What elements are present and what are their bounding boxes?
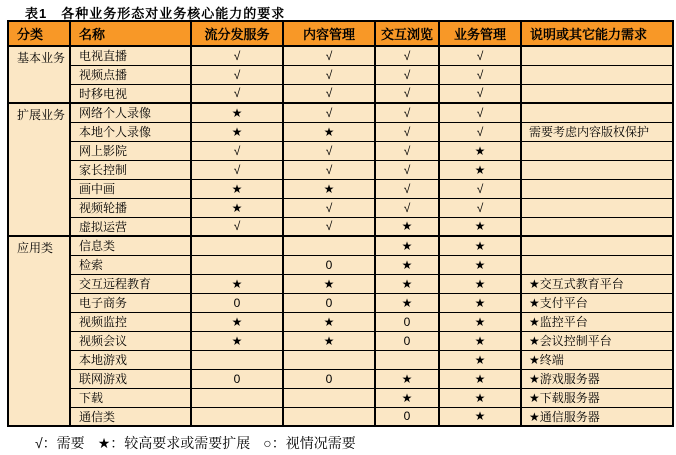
capability-mark-cell: √	[375, 122, 439, 141]
capability-mark-cell: 0	[375, 407, 439, 426]
service-name-cell: 信息类	[70, 236, 191, 255]
capability-mark-cell: √	[191, 217, 283, 236]
note-cell: ★通信服务器	[521, 407, 673, 426]
note-cell: 需要考虑内容版权保护	[521, 122, 673, 141]
column-header: 流分发服务	[191, 21, 283, 46]
note-cell	[521, 141, 673, 160]
capability-mark-cell: ★	[191, 331, 283, 350]
capability-mark-cell	[191, 350, 283, 369]
service-name-cell: 联网游戏	[70, 369, 191, 388]
legend-item: ★：较高要求或需要扩展	[97, 435, 251, 451]
capability-mark-cell: ★	[439, 312, 521, 331]
table-row	[8, 331, 673, 350]
capability-mark-cell: ★	[283, 312, 375, 331]
note-cell	[521, 65, 673, 84]
capability-mark-cell: √	[375, 160, 439, 179]
capability-mark-cell: ★	[439, 217, 521, 236]
capability-mark-cell: √	[375, 46, 439, 65]
capability-mark-cell	[375, 350, 439, 369]
note-cell	[521, 217, 673, 236]
table-caption: 表1 各种业务形态对业务核心能力的要求	[25, 6, 286, 21]
capability-mark-cell: ★	[191, 179, 283, 198]
table-body	[8, 46, 673, 426]
capability-mark-cell: √	[439, 103, 521, 122]
category-cell: 基本业务	[8, 46, 70, 103]
capability-mark-cell: √	[375, 198, 439, 217]
service-name-cell: 虚拟运营	[70, 217, 191, 236]
service-name-cell: 视频会议	[70, 331, 191, 350]
note-cell: ★监控平台	[521, 312, 673, 331]
note-cell: ★游戏服务器	[521, 369, 673, 388]
legend-item: √：需要	[35, 435, 85, 451]
capability-mark-cell: ★	[283, 331, 375, 350]
note-cell	[521, 46, 673, 65]
service-name-cell: 家长控制	[70, 160, 191, 179]
capability-mark-cell	[191, 236, 283, 255]
service-name-cell: 交互远程教育	[70, 274, 191, 293]
category-cell: 应用类	[8, 236, 70, 426]
capability-mark-cell: ★	[439, 255, 521, 274]
table-row	[8, 369, 673, 388]
service-name-cell: 网上影院	[70, 141, 191, 160]
capability-mark-cell: √	[283, 84, 375, 103]
table-row	[8, 122, 673, 141]
capability-mark-cell: ★	[439, 141, 521, 160]
service-name-cell: 电视直播	[70, 46, 191, 65]
note-cell: ★交互式教育平台	[521, 274, 673, 293]
capability-mark-cell: ★	[191, 312, 283, 331]
capability-mark-cell: ★	[283, 179, 375, 198]
table-row	[8, 141, 673, 160]
note-cell: ★下载服务器	[521, 388, 673, 407]
header-row	[8, 21, 673, 46]
capability-mark-cell	[283, 236, 375, 255]
capability-mark-cell: 0	[283, 369, 375, 388]
capability-mark-cell: 0	[375, 312, 439, 331]
capability-mark-cell: √	[191, 65, 283, 84]
capability-mark-cell: ★	[439, 274, 521, 293]
table-row	[8, 350, 673, 369]
service-name-cell: 视频点播	[70, 65, 191, 84]
capability-mark-cell: √	[283, 160, 375, 179]
legend	[35, 433, 676, 453]
capability-mark-cell: ★	[375, 217, 439, 236]
capability-mark-cell: √	[439, 198, 521, 217]
service-name-cell: 下载	[70, 388, 191, 407]
capability-mark-cell: √	[439, 46, 521, 65]
capability-mark-cell: ★	[191, 274, 283, 293]
capability-mark-cell: √	[191, 84, 283, 103]
capability-mark-cell: 0	[191, 369, 283, 388]
capability-mark-cell: √	[283, 46, 375, 65]
service-name-cell: 画中画	[70, 179, 191, 198]
capability-mark-cell: ★	[439, 369, 521, 388]
table-row	[8, 65, 673, 84]
capability-mark-cell: √	[439, 179, 521, 198]
table-row	[8, 198, 673, 217]
note-cell	[521, 179, 673, 198]
table-row	[8, 312, 673, 331]
capability-table	[7, 20, 674, 427]
capability-mark-cell	[191, 388, 283, 407]
capability-mark-cell	[283, 350, 375, 369]
column-header: 分类	[8, 21, 70, 46]
service-name-cell: 本地游戏	[70, 350, 191, 369]
table-row	[8, 179, 673, 198]
service-name-cell: 视频轮播	[70, 198, 191, 217]
service-name-cell: 本地个人录像	[70, 122, 191, 141]
capability-mark-cell: √	[375, 141, 439, 160]
capability-mark-cell: ★	[439, 236, 521, 255]
service-name-cell: 时移电视	[70, 84, 191, 103]
capability-mark-cell: √	[283, 103, 375, 122]
capability-mark-cell: 0	[375, 331, 439, 350]
service-name-cell: 电子商务	[70, 293, 191, 312]
note-cell	[521, 236, 673, 255]
table-row	[8, 388, 673, 407]
capability-mark-cell: √	[375, 103, 439, 122]
note-cell: ★终端	[521, 350, 673, 369]
table-row	[8, 274, 673, 293]
capability-mark-cell: √	[375, 84, 439, 103]
capability-mark-cell: √	[283, 198, 375, 217]
capability-mark-cell: ★	[375, 255, 439, 274]
capability-mark-cell: ★	[439, 331, 521, 350]
note-cell	[521, 160, 673, 179]
table-header	[8, 21, 673, 46]
note-cell	[521, 84, 673, 103]
capability-mark-cell: √	[191, 46, 283, 65]
note-cell	[521, 198, 673, 217]
capability-mark-cell: ★	[375, 388, 439, 407]
service-name-cell: 通信类	[70, 407, 191, 426]
capability-mark-cell: √	[375, 179, 439, 198]
table-row	[8, 46, 673, 65]
capability-mark-cell	[191, 407, 283, 426]
column-header: 交互浏览	[375, 21, 439, 46]
capability-mark-cell	[191, 255, 283, 274]
column-header: 业务管理	[439, 21, 521, 46]
legend-item: ○：视情况需要	[263, 435, 356, 451]
table-row	[8, 217, 673, 236]
capability-mark-cell: √	[439, 65, 521, 84]
capability-mark-cell: ★	[191, 198, 283, 217]
column-header: 内容管理	[283, 21, 375, 46]
capability-mark-cell: ★	[191, 122, 283, 141]
table-row	[8, 255, 673, 274]
capability-mark-cell: ★	[375, 293, 439, 312]
category-cell: 扩展业务	[8, 103, 70, 236]
service-name-cell: 网络个人录像	[70, 103, 191, 122]
table-row	[8, 160, 673, 179]
column-header: 说明或其它能力需求	[521, 21, 673, 46]
capability-mark-cell: 0	[283, 255, 375, 274]
table-row	[8, 103, 673, 122]
capability-mark-cell: ★	[439, 388, 521, 407]
capability-mark-cell: ★	[191, 103, 283, 122]
capability-mark-cell: √	[439, 84, 521, 103]
capability-mark-cell: √	[191, 160, 283, 179]
table-row	[8, 84, 673, 103]
note-cell	[521, 255, 673, 274]
capability-mark-cell	[283, 388, 375, 407]
capability-mark-cell: √	[375, 65, 439, 84]
capability-mark-cell: ★	[439, 160, 521, 179]
capability-mark-cell: ★	[439, 350, 521, 369]
capability-mark-cell: √	[283, 217, 375, 236]
table-row	[8, 293, 673, 312]
capability-mark-cell: √	[283, 65, 375, 84]
capability-mark-cell: 0	[283, 293, 375, 312]
capability-mark-cell	[283, 407, 375, 426]
capability-mark-cell: 0	[191, 293, 283, 312]
capability-mark-cell: √	[439, 122, 521, 141]
service-name-cell: 视频监控	[70, 312, 191, 331]
note-cell: ★支付平台	[521, 293, 673, 312]
note-cell: ★会议控制平台	[521, 331, 673, 350]
capability-mark-cell: ★	[375, 274, 439, 293]
capability-mark-cell: ★	[283, 274, 375, 293]
note-cell	[521, 103, 673, 122]
table-row	[8, 407, 673, 426]
capability-mark-cell: ★	[439, 407, 521, 426]
table-row	[8, 236, 673, 255]
capability-mark-cell: ★	[375, 369, 439, 388]
service-name-cell: 检索	[70, 255, 191, 274]
capability-mark-cell: ★	[439, 293, 521, 312]
capability-mark-cell: √	[191, 141, 283, 160]
capability-mark-cell: ★	[375, 236, 439, 255]
capability-mark-cell: √	[283, 141, 375, 160]
capability-mark-cell: ★	[283, 122, 375, 141]
column-header: 名称	[70, 21, 191, 46]
